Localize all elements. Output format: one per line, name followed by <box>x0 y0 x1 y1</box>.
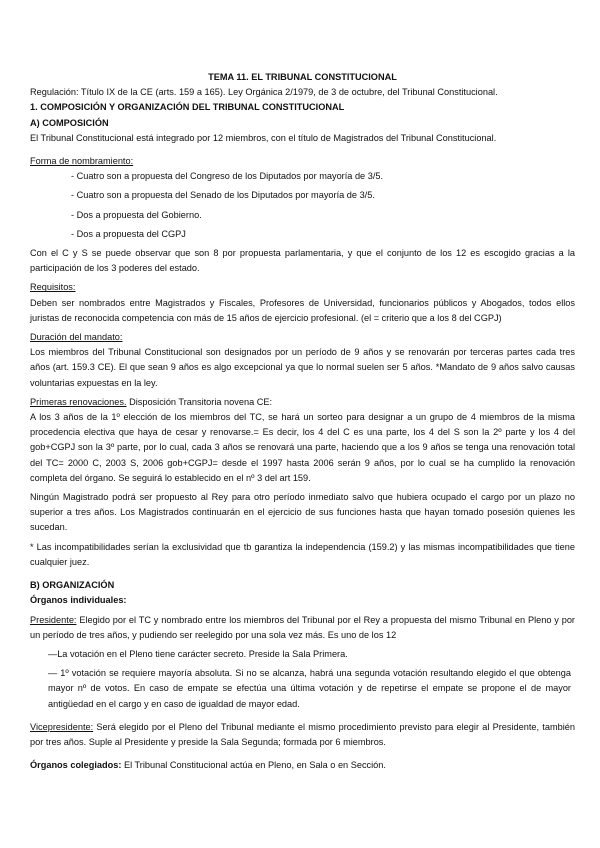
renovaciones-suffix: Disposición Transitoria novena CE: <box>126 396 273 407</box>
requisitos-label: Requisitos: <box>30 282 76 293</box>
document-title: TEMA 11. EL TRIBUNAL CONSTITUCIONAL <box>208 72 397 82</box>
magistrado-text: Ningún Magistrado podrá ser propuesto al Rey para otro período inmediato salvo que hubiera ocupado el cargo por un plazo no superior a tres años. Los Magistrados continuarán en el ejercicio de sus funciones hasta que hayan tomado posesión quienes les sucedan. <box>30 492 575 533</box>
incompatibilidades-text: * Las incompatibilidades serían la exclusividad que tb garantiza la independencia (159.2) y las mismas incompatibilidades que tiene cualquier juez. <box>30 541 575 567</box>
presidente-item-1: —La votación en el Pleno tiene carácter secreto. Preside la Sala Primera. <box>48 648 348 659</box>
list-item: - Cuatro son a propuesta del Congreso de los Diputados por mayoría de 3/5. <box>71 171 384 182</box>
forma-nombramiento-label: Forma de nombramiento: <box>30 156 134 167</box>
regulacion-line: Regulación: Título IX de la CE (arts. 159 a 165). Ley Orgánica 2/1979, de 3 de octubre, del Tribunal Constitucional. <box>30 87 498 98</box>
organos-colegiados-paragraph <box>30 758 575 773</box>
list-item: - Dos a propuesta del CGPJ <box>71 228 186 239</box>
duracion-text: Los miembros del Tribunal Constitucional son designados por un período de 9 años y se renovarán por terceras partes cada tres años (art. 159.3 CE). El que sean 9 años es algo excepcional ya que lo normal suelen ser 5 años. *Mandato de 9 años salvo causas voluntarias expuestas en la ley. <box>30 347 575 388</box>
composicion-heading: A) COMPOSICIÓN <box>30 117 109 128</box>
organos-individuales-label: Órganos individuales: <box>30 595 127 606</box>
duracion-label: Duración del mandato: <box>30 332 123 343</box>
presidente-label: Presidente: <box>30 614 77 625</box>
vicepresidente-label: Vicepresidente: <box>30 721 94 732</box>
organos-colegiados-label: Órganos colegiados: <box>30 760 122 771</box>
presidente-text: Elegido por el TC y nombrado entre los miembros del Tribunal por el Rey a propuesta del mismo Tribunal en Pleno y por un período de tres años, y pudiendo ser reelegido por una sola vez más. Es uno de los 12 <box>30 614 575 640</box>
section-1-heading: 1. COMPOSICIÓN Y ORGANIZACIÓN DEL TRIBUNAL CONSTITUCIONAL <box>30 102 345 113</box>
list-item: - Cuatro son a propuesta del Senado de los Diputados por mayoría de 3/5. <box>71 190 375 201</box>
forma-conclusion: Con el C y S se puede observar que son 8 por propuesta parlamentaria, y que el conjunto de los 12 es escogido gracias a la participación de los 3 poderes del estado. <box>30 248 575 274</box>
requisitos-text: Deben ser nombrados entre Magistrados y Fiscales, Profesores de Universidad, funcionarios públicos y Abogados, todos ellos juristas de reconocida competencia con más de 15 años de ejercicio profesional. (el = criterio que a los 8 del CGPJ) <box>30 297 575 323</box>
presidente-item-2: — 1º votación se requiere mayoría absoluta. Si no se alcanza, habrá una segunda votación resultando elegido el que obtenga mayor nº de votos. En caso de empate se efectúa una última votación y de repetirse el empate se propone el de mayor antigüedad en el cargo y en caso de igualdad de mayor edad. <box>48 668 571 709</box>
composicion-intro: El Tribunal Constitucional está integrado por 12 miembros, con el título de Magistrados del Tribunal Constitucional. <box>30 132 497 143</box>
vicepresidente-paragraph <box>30 720 575 750</box>
document-page <box>30 70 575 773</box>
organos-colegiados-text: El Tribunal Constitucional actúa en Pleno, en Sala o en Sección. <box>121 760 386 771</box>
vicepresidente-text: Será elegido por el Pleno del Tribunal mediante el mismo procedimiento previsto para elegir al Presidente, también por tres años. Suple al Presidente y preside la Sala Segunda; formada por 6 miembros. <box>30 721 575 747</box>
renovaciones-text: A los 3 años de la 1º elección de los miembros del TC, se hará un sorteo para designar a un grupo de 4 miembros de la misma procedencia electiva que haya de cesar y renovarse.= Es decir, los 4 del C es una parte, los 4 del S son la 2º parte y los 4 del gob+CGPJ son la 3º parte, por lo cual, cada 3 años se renovará una parte, haciendo que a los 9 años se tenga una renovación total del TC= 2000 C, 2003 S, 2006 gob+CGPJ= desde el 1997 hasta 2006 serán 9 años, por lo cual se ha cumplido la renovación completa del órgano. Se seguirá lo establecido en el nº 3 del art 159. <box>30 412 575 483</box>
list-item: - Dos a propuesta del Gobierno. <box>71 209 202 220</box>
forma-nombramiento-list <box>30 169 575 242</box>
presidente-paragraph <box>30 613 575 643</box>
renovaciones-label: Primeras renovaciones. <box>30 396 127 407</box>
renovaciones-heading <box>30 395 575 410</box>
organizacion-heading: B) ORGANIZACIÓN <box>30 580 115 591</box>
